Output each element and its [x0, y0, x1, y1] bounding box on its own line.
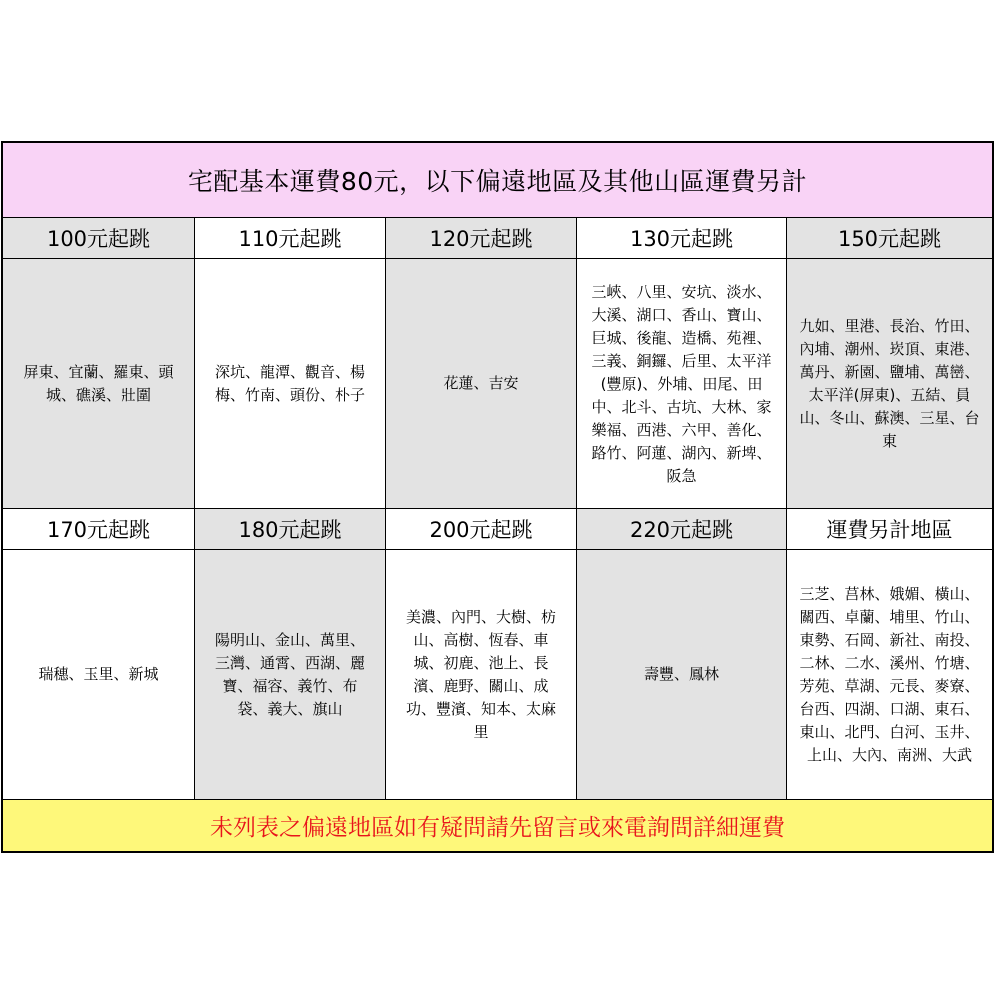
areas-110 [195, 259, 386, 509]
header-130: 130元起跳 [577, 218, 787, 259]
areas-130 [577, 259, 787, 509]
areas-extra [787, 550, 992, 800]
areas-200 [386, 550, 577, 800]
table-title: 宅配基本運費80元，以下偏遠地區及其他山區運費另計 [3, 143, 992, 218]
areas-170 [3, 550, 195, 800]
area-lines-extra: 三芝、莒林、娥媚、橫山、 關西、卓蘭、埔里、竹山、 東勢、石岡、新社、南投、 二林、二水、溪州、竹塘、 芳苑、草湖、元長、麥寮、 台西、四湖、口湖、東石、 東山、北門、白河、玉井、 上山、大內、南洲、大武 [799, 584, 980, 764]
areas-120 [386, 259, 577, 509]
header-150: 150元起跳 [787, 218, 992, 259]
header-170: 170元起跳 [3, 509, 195, 550]
area-lines-100: 屏東、宜蘭、羅東、頭 城、礁溪、壯圍 [23, 362, 174, 404]
area-lines-200: 美濃、內門、大樹、枋 山、高樹、恆春、車 城、初鹿、池上、長 濱、鹿野、關山、成 功、豐濱、知本、太麻 里 [405, 607, 556, 741]
header-220: 220元起跳 [577, 509, 787, 550]
shipping-rate-table [1, 141, 994, 853]
area-lines-130: 三峽、八里、安坑、淡水、 大溪、湖口、香山、寶山、 巨城、後龍、造橋、苑裡、 三義、銅鑼、后里、太平洋 (豐原)、外埔、田尾、田 中、北斗、古坑、大林、家 樂福、西港、六甲、善化、 路竹、阿蓮、湖內、新埤、 阪急 [591, 283, 772, 485]
areas-150 [787, 259, 992, 509]
footer-notice: 未列表之偏遠地區如有疑問請先留言或來電詢問詳細運費 [3, 800, 992, 851]
areas-220 [577, 550, 787, 800]
header-extra: 運費另計地區 [787, 509, 992, 550]
area-lines-220: 壽豐、鳳林 [643, 665, 719, 683]
header-110: 110元起跳 [195, 218, 386, 259]
header-100: 100元起跳 [3, 218, 195, 259]
area-lines-110: 深坑、龍潭、觀音、楊 梅、竹南、頭份、朴子 [214, 362, 365, 404]
header-180: 180元起跳 [195, 509, 386, 550]
area-lines-180: 陽明山、金山、萬里、 三灣、通霄、西湖、麗 寶、福容、義竹、布 袋、義大、旗山 [214, 630, 365, 718]
header-120: 120元起跳 [386, 218, 577, 259]
area-lines-120: 花蓮、吉安 [443, 374, 519, 392]
header-200: 200元起跳 [386, 509, 577, 550]
area-lines-170: 瑞穗、玉里、新城 [38, 665, 159, 683]
areas-180 [195, 550, 386, 800]
area-lines-150: 九如、里港、長治、竹田、 內埔、潮州、崁頂、東港、 萬丹、新園、鹽埔、萬巒、 太平洋(屏東)、五結、員 山、冬山、蘇澳、三星、台 東 [799, 316, 980, 450]
areas-100 [3, 259, 195, 509]
